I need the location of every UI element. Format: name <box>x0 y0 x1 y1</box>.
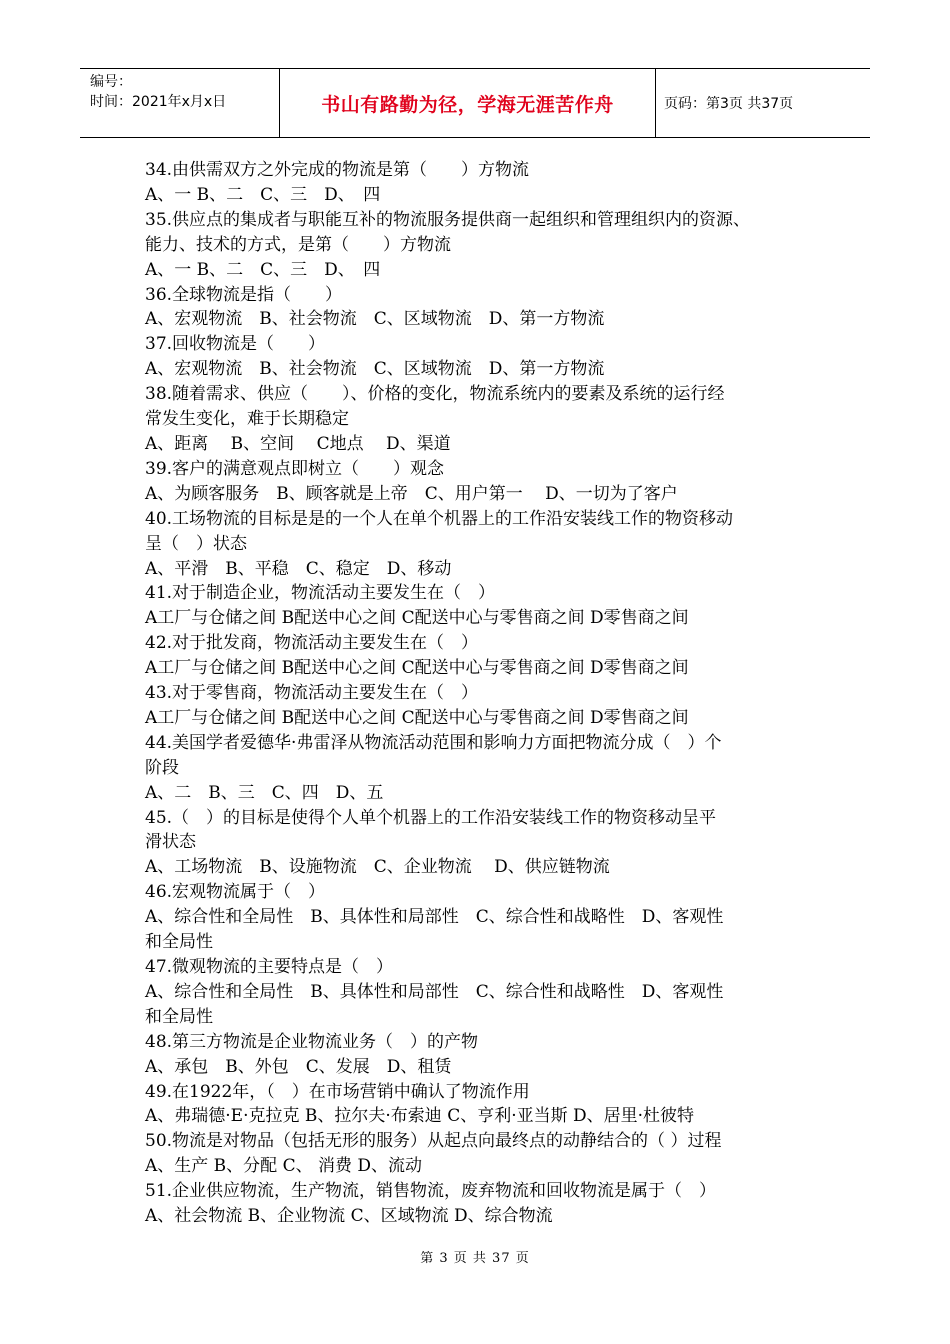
number-label: 编号： <box>90 74 132 90</box>
text-line: A、弗瑞德·E·克拉克 B、拉尔夫·布索迪 C、亨利·亚当斯 D、居里·杜彼特 <box>145 1106 695 1127</box>
text-line: A、社会物流 B、企业物流 C、区域物流 D、综合物流 <box>145 1206 553 1227</box>
text-line: 47.微观物流的主要特点是（ ） <box>145 957 394 977</box>
header-meta-cell <box>80 69 280 137</box>
text-line: 46.宏观物流属于（ ） <box>145 882 326 903</box>
text-line: A、一 B、二 C、三 D、 四 <box>145 184 381 205</box>
text-line: A、二 B、三 C、四 D、五 <box>145 782 384 803</box>
header-motto: 书山有路勤为径，学海无涯苦作舟 <box>280 69 656 137</box>
text-line: 40.工场物流的目标是是的一个人在单个机器上的工作沿安装线工作的物资移动 <box>145 508 734 529</box>
text-line: 43.对于零售商，物流活动主要发生在（ ） <box>145 683 479 704</box>
text-line: A、宏观物流 B、社会物流 C、区域物流 D、第一方物流 <box>145 309 605 330</box>
text-line: 常发生变化，难于长期稳定 <box>145 409 349 430</box>
text-line: 42.对于批发商，物流活动主要发生在（ ） <box>145 633 479 654</box>
text-line: 呈（ ）状态 <box>145 533 247 554</box>
text-line: 和全局性 <box>145 1006 213 1027</box>
text-line: 和全局性 <box>145 932 213 953</box>
text-line: 阶段 <box>145 757 179 778</box>
text-line: A工厂与仓储之间 B配送中心之间 C配送中心与零售商之间 D零售商之间 <box>145 707 689 728</box>
text-line: A、承包 B、外包 C、发展 D、租赁 <box>145 1056 452 1077</box>
text-line: A、综合性和全局性 B、具体性和局部性 C、综合性和战略性 D、客观性 <box>145 907 724 928</box>
text-line: A、宏观物流 B、社会物流 C、区域物流 D、第一方物流 <box>145 359 605 380</box>
text-line: A、平滑 B、平稳 C、稳定 D、移动 <box>145 558 452 579</box>
text-line: 50.物流是对物品（包括无形的服务）从起点向最终点的动静结合的（ ）过程 <box>145 1131 722 1152</box>
page-footer: 第 3 页 共 37 页 <box>420 1251 530 1266</box>
text-line: A、生产 B、分配 C、 消费 D、流动 <box>145 1156 423 1177</box>
text-line: 35.供应点的集成者与职能互补的物流服务提供商一起组织和管理组织内的资源、 <box>145 209 751 230</box>
text-line: 滑状态 <box>145 832 196 853</box>
text-line: 44.美国学者爱德华·弗雷泽从物流活动范围和影响力方面把物流分成（ ）个 <box>145 732 722 753</box>
text-line: 36.全球物流是指（ ） <box>145 284 343 305</box>
text-line: 38.随着需求、供应（ ）、价格的变化，物流系统内的要素及系统的运行经 <box>145 384 725 405</box>
page-header <box>80 68 870 138</box>
text-line: 41.对于制造企业，物流活动主要发生在（ ） <box>145 583 496 604</box>
text-line: 45.（ ）的目标是使得个人单个机器上的工作沿安装线工作的物资移动呈平 <box>145 807 717 828</box>
text-line: 49.在1922年，（ ）在市场营销中确认了物流作用 <box>145 1081 530 1102</box>
text-line: A、为顾客服务 B、顾客就是上帝 C、用户第一 D、一切为了客户 <box>145 483 678 504</box>
text-line: 51.企业供应物流，生产物流，销售物流，废弃物流和回收物流是属于（ ） <box>145 1181 717 1202</box>
header-page-label: 页码：第3页 共37页 <box>664 96 794 112</box>
date-label: 时间：2021年x月x日 <box>90 94 227 110</box>
text-line: A、综合性和全局性 B、具体性和局部性 C、综合性和战略性 D、客观性 <box>145 981 724 1002</box>
text-line: A、距离 B、空间 C地点 D、渠道 <box>145 433 451 454</box>
text-line: 39.客户的满意观点即树立（ ）观念 <box>145 458 445 479</box>
text-line: A、一 B、二 C、三 D、 四 <box>145 259 381 280</box>
text-line: A工厂与仓储之间 B配送中心之间 C配送中心与零售商之间 D零售商之间 <box>145 608 689 629</box>
text-line: 37.回收物流是（ ） <box>145 334 326 355</box>
text-line: 能力、技术的方式，是第（ ）方物流 <box>145 234 451 255</box>
question-content <box>145 158 815 1229</box>
text-line: 34.由供需双方之外完成的物流是第（ ）方物流 <box>145 160 530 180</box>
text-line: A、工场物流 B、设施物流 C、企业物流 D、供应链物流 <box>145 857 610 878</box>
text-line: 48.第三方物流是企业物流业务（ ）的产物 <box>145 1031 479 1052</box>
text-line: A工厂与仓储之间 B配送中心之间 C配送中心与零售商之间 D零售商之间 <box>145 658 689 679</box>
